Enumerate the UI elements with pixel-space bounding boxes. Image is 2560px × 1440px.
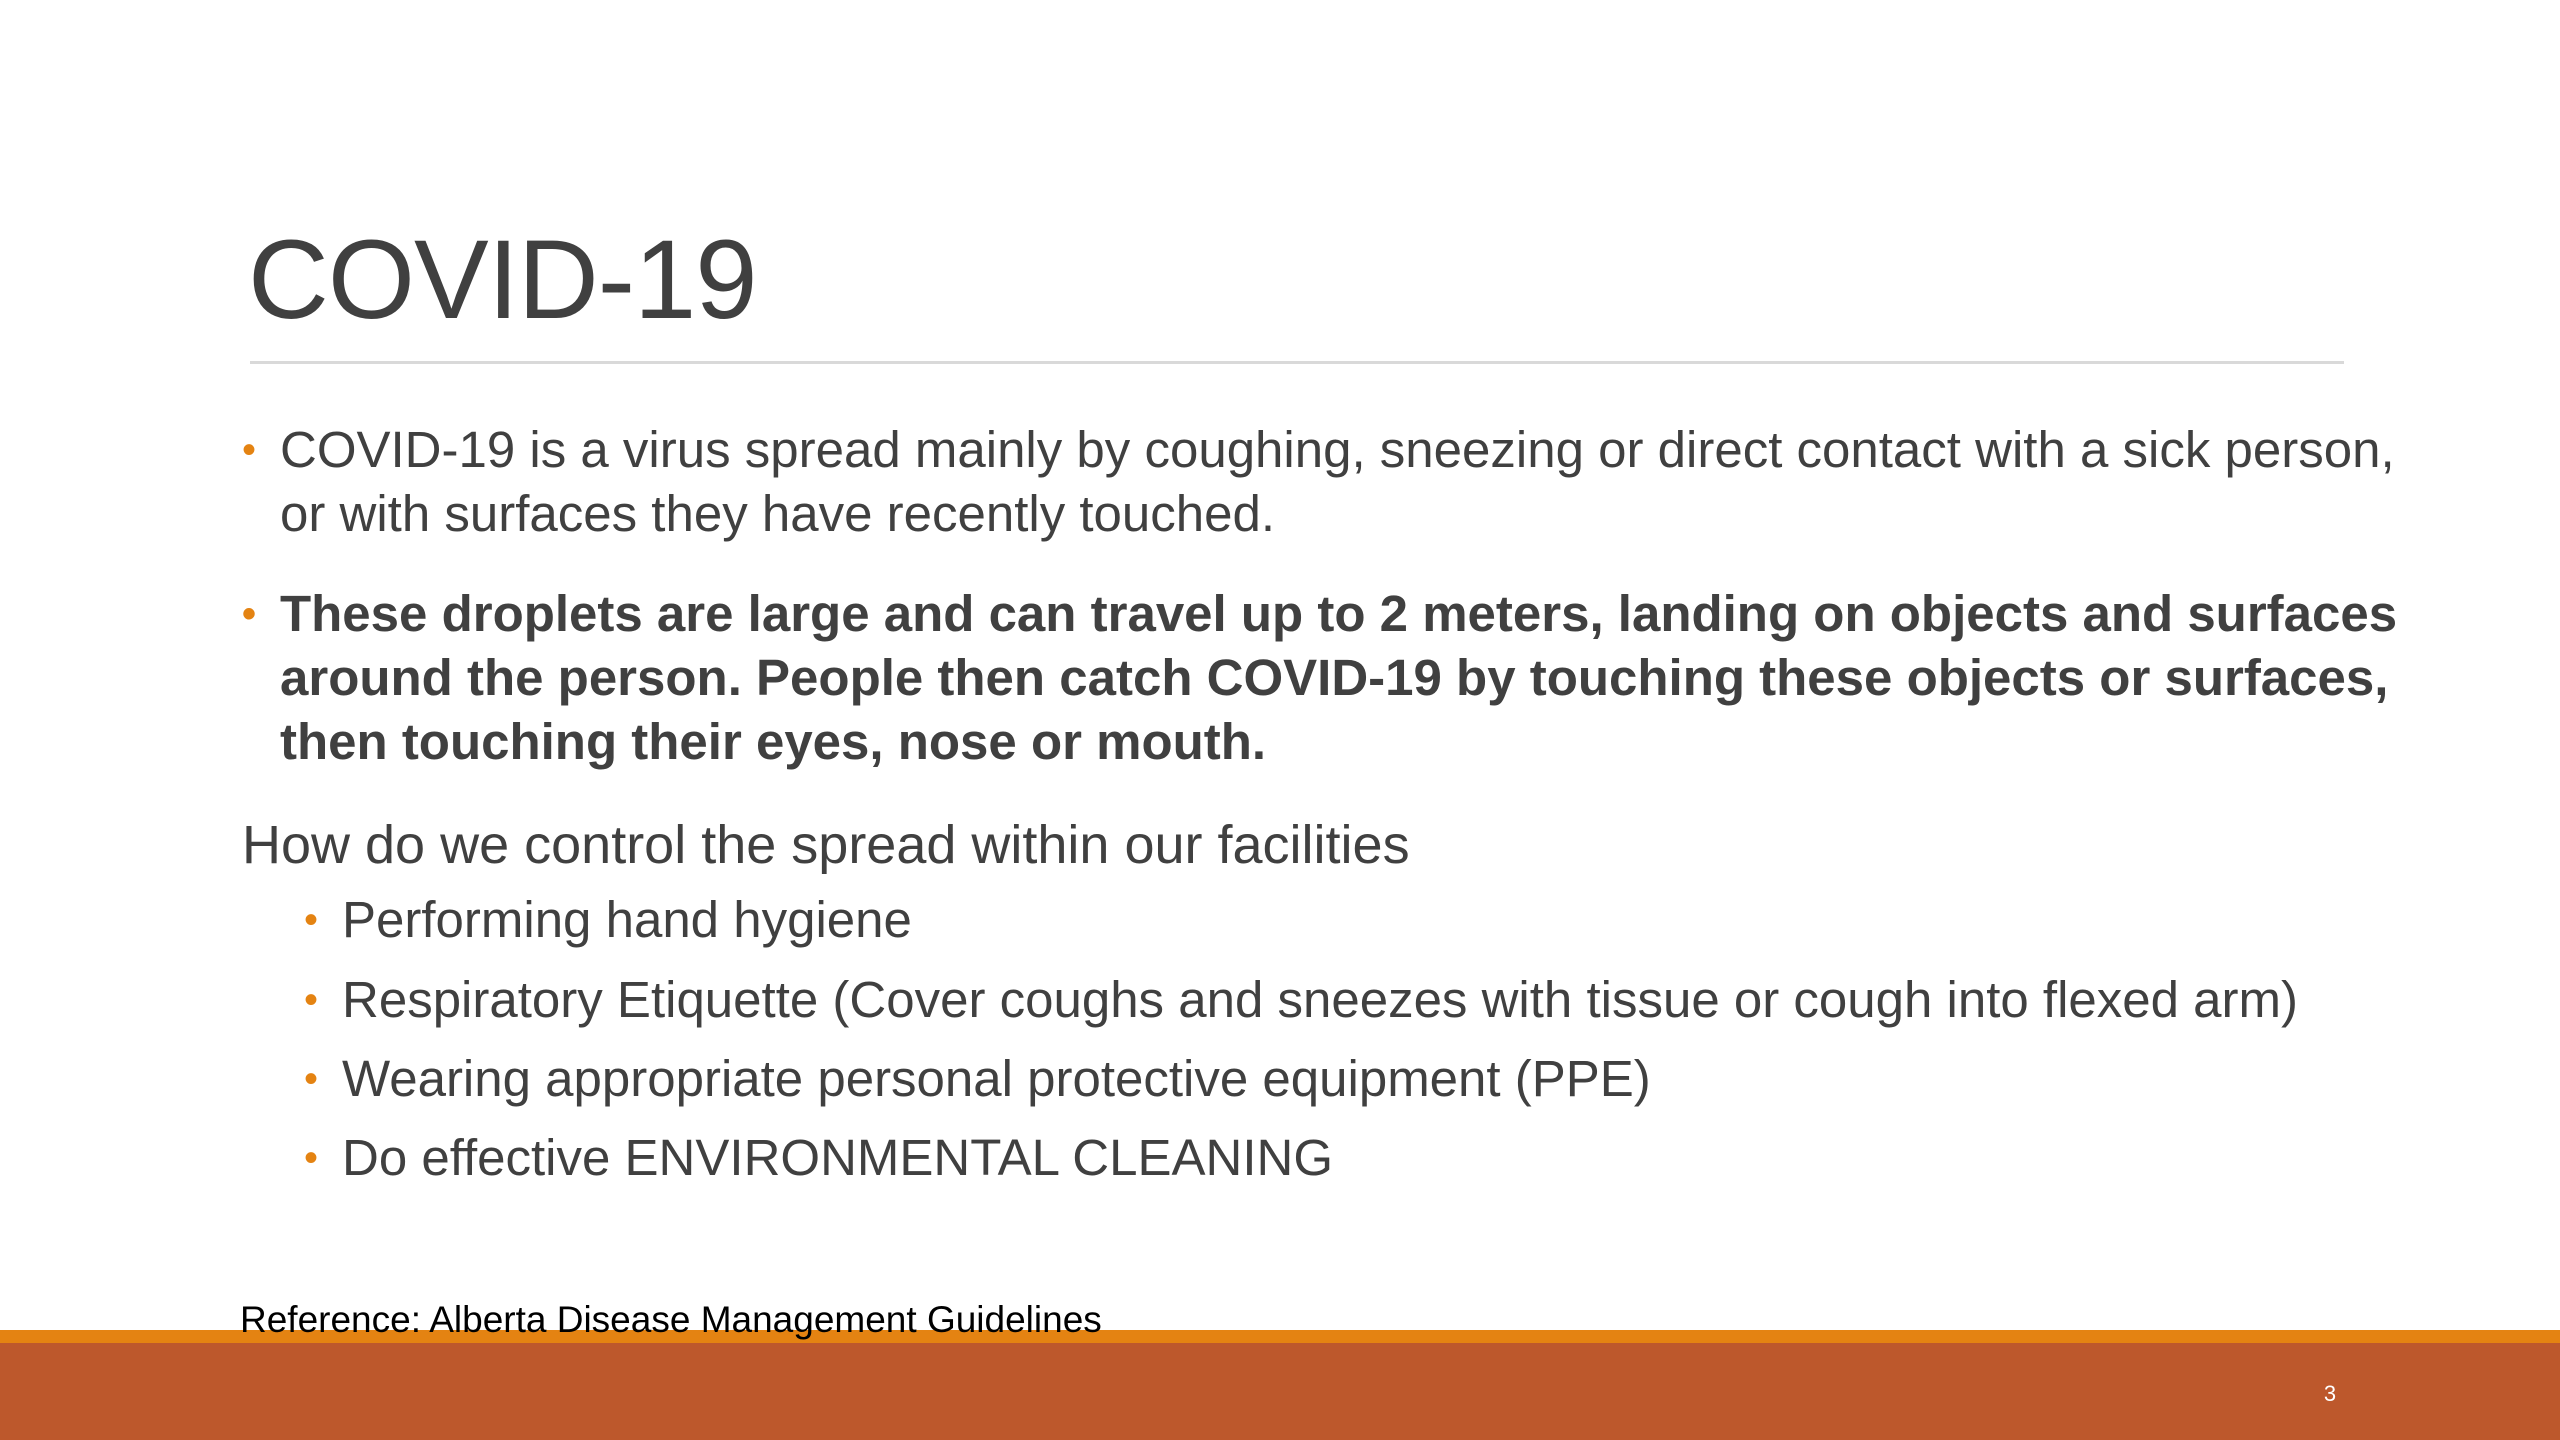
sub-list-item [304,888,912,952]
bullet-dot-icon: • [304,898,319,942]
bullet-dot-icon: • [242,592,257,636]
page-number: 3 [2323,1381,2337,1406]
sub-item-text: Performing hand hygiene [342,891,912,948]
bullet-dot-icon: • [242,428,257,472]
sub-item-text: Wearing appropriate personal protective equipment (PPE) [342,1050,1651,1107]
bullet-text: COVID-19 is a virus spread mainly by coughing, sneezing or direct contact with a sick person, or with surfaces they have recently touched. [280,421,2395,542]
bullet-text-bold: These droplets are large and can travel up to 2 meters, landing on objects and surfaces around the person. People then catch COVID-19 by touching these objects or surfaces, then touching their eyes, nose or mouth. [280,585,2398,770]
reference-note: Reference: Alberta Disease Management Guidelines [240,1299,1102,1340]
sub-item-text: Respiratory Etiquette (Cover coughs and sneezes with tissue or cough into flexed arm) [342,971,2298,1028]
footer-band [0,1343,2560,1440]
sub-list-item [304,1126,1333,1190]
bullet-dot-icon: • [304,1057,319,1101]
sub-list-item [304,1047,1651,1111]
title-divider [250,361,2344,364]
bullet-dot-icon: • [304,978,319,1022]
sub-list-item [304,968,2298,1032]
section-subheading: How do we control the spread within our facilities [242,815,1410,875]
slide-title: COVID-19 [248,217,757,342]
bullet-dot-icon: • [304,1136,319,1180]
sub-item-text: Do effective ENVIRONMENTAL CLEANING [342,1129,1333,1186]
bullet-item [242,582,2410,774]
bullet-item [242,418,2410,546]
